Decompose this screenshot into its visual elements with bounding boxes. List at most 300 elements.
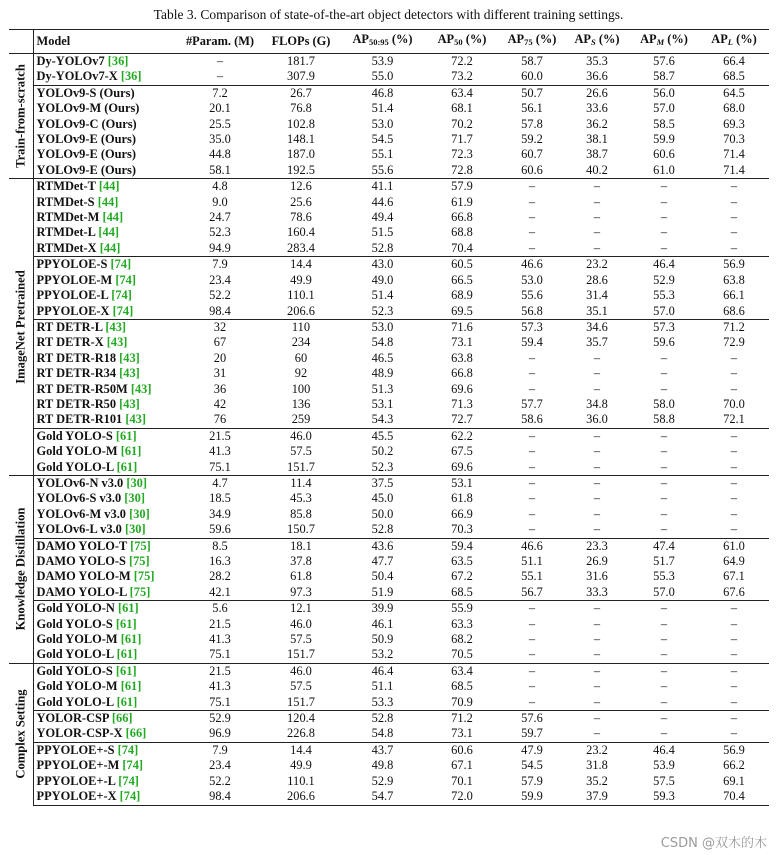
cell-ap5095: 50.9 <box>371 632 394 647</box>
cell-apm: – <box>660 210 668 225</box>
cell-flops: 234 <box>291 335 311 350</box>
cell-ap5095: 37.5 <box>340 475 425 491</box>
cell-aps: – <box>565 711 629 727</box>
citation-link[interactable]: [44] <box>98 225 120 240</box>
cell-apl: 56.9 <box>699 742 769 758</box>
cell-flops: 151.7 <box>287 459 315 474</box>
cell-flops: 110 <box>262 319 340 335</box>
model-name-cell <box>33 288 178 303</box>
cell-ap75: – <box>528 444 536 459</box>
citation-link[interactable]: [74] <box>119 789 141 804</box>
citation-link[interactable]: [44] <box>102 210 124 225</box>
model-name: Dy-YOLOv7 <box>36 54 105 68</box>
cell-params: 25.5 <box>209 116 231 131</box>
cell-ap5095: 45.5 <box>340 428 425 444</box>
citation-link[interactable]: [36] <box>120 69 142 84</box>
model-name-cell <box>33 210 178 225</box>
cell-ap5095: 39.9 <box>340 601 425 617</box>
model-name-cell <box>33 617 178 632</box>
cell-apm: – <box>629 711 699 727</box>
cell-ap75: – <box>499 663 565 679</box>
cell-params: 21.5 <box>178 428 262 444</box>
cell-params: 41.3 <box>209 632 231 647</box>
cell-ap75: 60.0 <box>521 69 543 84</box>
cell-aps: 28.6 <box>586 272 608 287</box>
model-name-cell <box>33 507 178 522</box>
header-ap75: $AP_{75}$ (%) <box>499 30 565 54</box>
cell-apm: – <box>660 444 668 459</box>
citation-link[interactable]: [30] <box>124 491 145 506</box>
section-label: Knowledge Distillation <box>13 508 28 631</box>
cell-params: 94.9 <box>209 240 231 255</box>
model-name: PPYOLOE+-L <box>36 773 116 788</box>
cell-params: 67 <box>213 335 227 350</box>
cell-apm: 58.7 <box>653 69 675 84</box>
cell-ap75: 59.4 <box>521 335 543 350</box>
cell-ap75: 59.9 <box>499 789 565 805</box>
model-name: RT DETR-R50M <box>36 381 128 396</box>
model-name-cell <box>33 647 178 663</box>
model-name: YOLOv6-L v3.0 <box>36 522 122 537</box>
cell-ap50: 53.1 <box>425 475 499 491</box>
table-row <box>9 538 769 554</box>
cell-apm: 58.5 <box>653 116 675 131</box>
cell-ap75: 59.7 <box>521 726 543 741</box>
cell-flops: 11.4 <box>262 475 340 491</box>
cell-apm: 46.4 <box>629 257 699 273</box>
table-row <box>9 397 769 412</box>
cell-ap50: 70.3 <box>451 522 473 537</box>
model-name: PPYOLOE+-X <box>36 789 117 804</box>
cell-ap50: 67.5 <box>451 444 473 459</box>
model-name-cell <box>33 85 178 101</box>
model-name: DAMO YOLO-S <box>36 554 126 568</box>
cell-ap5095: 49.4 <box>371 210 394 225</box>
cell-ap50: 73.1 <box>451 335 473 350</box>
cell-ap75: 46.6 <box>499 538 565 554</box>
model-name: Gold YOLO-N <box>36 601 115 616</box>
model-name: RT DETR-R101 <box>36 412 123 427</box>
header-apm: $AP_M$ (%) <box>629 30 699 54</box>
cell-ap50: 72.3 <box>451 147 473 162</box>
model-name: YOLOv6-M v3.0 <box>36 506 126 521</box>
cell-ap5095: 46.1 <box>371 616 394 631</box>
model-name-cell <box>33 695 178 711</box>
cell-ap50: 63.5 <box>451 554 473 568</box>
cell-aps: 23.3 <box>565 538 629 554</box>
citation-link[interactable]: [61] <box>115 428 137 443</box>
cell-ap75: 46.6 <box>499 257 565 273</box>
cell-ap75: – <box>499 428 565 444</box>
table-caption: Table 3. Comparison of state-of-the-art object detectors with different training settings. <box>153 7 624 22</box>
cell-apl: – <box>699 601 769 617</box>
model-name: RT DETR-R50 <box>36 396 117 411</box>
model-name-cell <box>33 632 178 647</box>
model-name-cell <box>33 711 178 727</box>
model-name-cell <box>33 585 178 601</box>
table-row <box>9 382 769 397</box>
table-row <box>9 663 769 679</box>
cell-apm: – <box>660 679 668 694</box>
cell-ap50: 66.5 <box>451 272 473 287</box>
cell-flops: 110.1 <box>287 288 315 303</box>
citation-link[interactable]: [75] <box>133 569 155 584</box>
cell-apl: 71.4 <box>723 147 745 162</box>
model-name: Gold YOLO-L <box>36 647 114 662</box>
citation-link[interactable]: [66] <box>111 711 133 726</box>
cell-apl: – <box>730 491 738 506</box>
model-name-cell <box>33 304 178 320</box>
table-row <box>9 210 769 225</box>
cell-ap75: – <box>528 522 536 537</box>
cell-apm: 52.9 <box>653 272 675 287</box>
cell-aps: 38.1 <box>586 132 608 147</box>
cell-aps: – <box>593 444 601 459</box>
citation-link[interactable]: [43] <box>119 396 140 411</box>
cell-params: 59.6 <box>209 522 231 537</box>
table-row <box>9 412 769 428</box>
cell-apm: 57.6 <box>629 54 699 70</box>
cell-params: 75.1 <box>209 647 231 662</box>
cell-apm: 60.6 <box>653 147 675 162</box>
citation-link[interactable]: [74] <box>110 257 132 272</box>
model-name-cell <box>33 54 178 70</box>
cell-ap50: 71.7 <box>451 132 473 147</box>
cell-ap5095: 55.0 <box>371 69 394 84</box>
section-label: Complex Setting <box>13 689 28 780</box>
cell-params: 52.3 <box>209 225 231 240</box>
table-body <box>9 54 769 806</box>
header-section-spacer <box>9 30 33 54</box>
cell-apl: – <box>699 428 769 444</box>
citation-link[interactable]: [61] <box>115 663 137 678</box>
cell-ap50: 59.4 <box>425 538 499 554</box>
cell-aps: 36.6 <box>586 69 608 84</box>
cell-params: 96.9 <box>209 726 231 741</box>
citation-link[interactable]: [61] <box>115 616 137 631</box>
cell-ap50: 63.4 <box>425 85 499 101</box>
cell-apm: – <box>660 506 668 521</box>
cell-apl: – <box>730 240 738 255</box>
section-label: Train-from-scratch <box>13 64 28 169</box>
cell-apl: – <box>730 350 738 365</box>
cell-ap5095: 53.1 <box>371 396 394 411</box>
model-name-cell <box>33 241 178 257</box>
cell-ap75: 55.6 <box>521 288 543 303</box>
cell-aps: 36.2 <box>586 116 608 131</box>
citation-link[interactable]: [44] <box>99 240 121 255</box>
header-row <box>9 30 769 54</box>
citation-link[interactable]: [61] <box>116 694 138 709</box>
model-name: RTMDet-M <box>36 210 100 225</box>
cell-aps: 31.6 <box>586 569 608 584</box>
cell-params: 41.3 <box>209 444 231 459</box>
model-name: YOLOv9-E (Ours) <box>36 162 136 177</box>
cell-ap5095: 54.7 <box>340 789 425 805</box>
table-row <box>9 288 769 303</box>
cell-ap50: 67.1 <box>451 758 473 773</box>
citation-link[interactable]: [74] <box>122 758 144 773</box>
model-name: RTMDet-X <box>36 240 97 255</box>
cell-apl: – <box>730 679 738 694</box>
cell-ap75: – <box>528 381 536 396</box>
model-name: YOLOv9-E (Ours) <box>36 132 136 147</box>
cell-ap75: 56.7 <box>521 584 543 599</box>
cell-ap75: 47.9 <box>499 742 565 758</box>
cell-apl: – <box>730 647 738 662</box>
citation-link[interactable]: [61] <box>120 679 142 694</box>
model-name-cell <box>33 774 178 789</box>
table-row <box>9 711 769 727</box>
cell-flops: 110.1 <box>287 773 315 788</box>
table-row <box>9 679 769 694</box>
table-row <box>9 695 769 711</box>
cell-flops: 85.8 <box>290 506 312 521</box>
cell-ap75: 56.8 <box>521 303 543 318</box>
cell-ap5095: 55.6 <box>371 162 394 177</box>
cell-aps: – <box>593 350 601 365</box>
model-name-cell <box>33 225 178 240</box>
cell-ap50: 68.5 <box>451 584 473 599</box>
cell-params: 75.1 <box>209 694 231 709</box>
cell-flops: 46.0 <box>262 428 340 444</box>
cell-apl: – <box>730 381 738 396</box>
cell-ap50: 60.6 <box>425 742 499 758</box>
header-apl: $AP_L$ (%) <box>699 30 769 54</box>
cell-aps: 35.7 <box>586 335 608 350</box>
cell-ap50: 57.9 <box>425 179 499 195</box>
table-row <box>9 319 769 335</box>
cell-ap5095: 52.3 <box>371 303 394 318</box>
cell-params: 21.5 <box>209 616 231 631</box>
model-name-cell <box>33 69 178 85</box>
cell-apm: 58.8 <box>653 412 675 427</box>
cell-apl: 71.2 <box>699 319 769 335</box>
cell-params: 98.4 <box>209 303 231 318</box>
citation-link[interactable]: [36] <box>107 54 129 68</box>
cell-apl: – <box>730 522 738 537</box>
cell-flops: 49.9 <box>290 758 312 773</box>
model-name: DAMO YOLO-L <box>36 584 127 599</box>
cell-aps: – <box>593 225 601 240</box>
model-name-cell <box>33 195 178 210</box>
cell-apm: 57.0 <box>653 303 675 318</box>
cell-apm: – <box>660 647 668 662</box>
table-row <box>9 304 769 320</box>
citation-link[interactable]: [75] <box>130 538 151 553</box>
cell-ap5095: 51.9 <box>371 584 394 599</box>
cell-ap5095: 45.0 <box>371 491 394 506</box>
citation-link[interactable]: [43] <box>106 335 128 350</box>
citation-link[interactable]: [74] <box>118 773 139 788</box>
cell-ap50: 66.8 <box>451 210 473 225</box>
cell-flops: 76.8 <box>290 101 312 116</box>
cell-aps: 34.8 <box>586 396 608 411</box>
cell-apl: – <box>699 711 769 727</box>
citation-link[interactable]: [75] <box>129 584 151 599</box>
citation-link[interactable]: [61] <box>116 647 138 662</box>
cell-apl: – <box>730 694 738 709</box>
citation-link[interactable]: [74] <box>117 742 139 757</box>
cell-params: 7.9 <box>178 257 262 273</box>
citation-link[interactable]: [43] <box>130 381 152 396</box>
citation-link[interactable]: [66] <box>125 726 147 741</box>
cell-apm: 47.4 <box>629 538 699 554</box>
model-name: YOLOv9-C (Ours) <box>36 116 137 131</box>
cell-ap50: 73.2 <box>451 69 473 84</box>
cell-ap5095: 53.3 <box>371 694 394 709</box>
table-row <box>9 163 769 179</box>
cell-params: 9.0 <box>212 194 228 209</box>
cell-aps: 23.2 <box>565 257 629 273</box>
model-name-cell <box>33 601 178 617</box>
cell-aps: 33.3 <box>586 584 608 599</box>
model-name-cell <box>33 789 178 805</box>
cell-apm: 58.0 <box>653 396 675 411</box>
cell-flops: 206.6 <box>287 303 315 318</box>
cell-flops: 151.7 <box>287 647 315 662</box>
cell-ap50: 71.6 <box>425 319 499 335</box>
model-name-cell <box>33 132 178 147</box>
cell-apl: – <box>699 663 769 679</box>
cell-apm: 55.3 <box>653 569 675 584</box>
cell-apl: 71.4 <box>723 162 745 177</box>
cell-params: 28.2 <box>209 569 231 584</box>
table-row <box>9 225 769 240</box>
model-name: YOLOR-CSP-X <box>36 726 123 741</box>
cell-ap50: 70.1 <box>451 773 473 788</box>
cell-ap5095: 50.0 <box>371 506 394 521</box>
model-name: Gold YOLO-S <box>36 428 113 443</box>
cell-ap50: 63.8 <box>451 350 473 365</box>
cell-ap75: – <box>528 694 536 709</box>
citation-link[interactable]: [43] <box>105 319 127 334</box>
cell-ap75: – <box>528 459 536 474</box>
cell-aps: 35.3 <box>565 54 629 70</box>
model-name: YOLOR-CSP <box>36 711 109 726</box>
cell-ap50: 71.3 <box>451 396 473 411</box>
cell-aps: – <box>565 428 629 444</box>
cell-aps: – <box>593 366 601 381</box>
cell-params: 16.3 <box>209 554 231 568</box>
cell-flops: 136 <box>291 396 311 411</box>
table-row <box>9 742 769 758</box>
citation-link[interactable]: [74] <box>111 288 132 303</box>
cell-aps: – <box>565 663 629 679</box>
cell-aps: 26.6 <box>565 85 629 101</box>
cell-ap5095: 41.1 <box>340 179 425 195</box>
cell-ap5095: 52.9 <box>371 773 394 788</box>
cell-flops: 226.8 <box>287 726 315 741</box>
cell-apm: 59.3 <box>629 789 699 805</box>
cell-apm: – <box>660 616 668 631</box>
cell-aps: – <box>593 679 601 694</box>
model-name-cell <box>33 412 178 428</box>
model-name: YOLOv9-S (Ours) <box>36 85 135 100</box>
model-name-cell <box>33 101 178 116</box>
citation-link[interactable]: [30] <box>126 475 148 490</box>
citation-link[interactable]: [61] <box>117 601 139 616</box>
model-name: RT DETR-L <box>36 319 103 334</box>
cell-ap75: 58.6 <box>521 412 543 427</box>
citation-link[interactable]: [61] <box>116 459 138 474</box>
citation-link[interactable]: [44] <box>98 179 120 194</box>
model-name-cell <box>33 382 178 397</box>
cell-apl: 61.0 <box>699 538 769 554</box>
model-name: PPYOLOE-S <box>36 257 108 272</box>
table-row <box>9 774 769 789</box>
cell-aps: – <box>593 381 601 396</box>
citation-link[interactable]: [74] <box>112 303 134 318</box>
citation-link[interactable]: [43] <box>119 366 140 381</box>
cell-ap50: 70.4 <box>451 240 473 255</box>
model-name-cell <box>33 460 178 476</box>
cell-apm: 57.3 <box>629 319 699 335</box>
cell-params: 8.5 <box>178 538 262 554</box>
table-row <box>9 601 769 617</box>
cell-apm: – <box>660 694 668 709</box>
cell-ap5095: 52.8 <box>340 711 425 727</box>
cell-ap50: 63.4 <box>425 663 499 679</box>
cell-ap5095: 54.5 <box>371 132 394 147</box>
cell-ap5095: 53.0 <box>371 116 394 131</box>
cell-flops: 25.6 <box>290 194 312 209</box>
model-name: YOLOv9-M (Ours) <box>36 101 140 116</box>
cell-params: 52.2 <box>209 773 231 788</box>
citation-link[interactable]: [44] <box>97 194 119 209</box>
table-row <box>9 460 769 476</box>
cell-apm: 57.5 <box>653 773 675 788</box>
cell-ap5095: 43.6 <box>340 538 425 554</box>
cell-flops: 37.8 <box>290 554 312 568</box>
header-ap50: $AP_{50}$ (%) <box>425 30 499 54</box>
cell-flops: 46.0 <box>290 616 312 631</box>
table-row <box>9 789 769 805</box>
cell-flops: 102.8 <box>287 116 315 131</box>
cell-flops: 187.0 <box>287 147 315 162</box>
model-name-cell <box>33 475 178 491</box>
table-row <box>9 758 769 773</box>
citation-link[interactable]: [43] <box>119 350 140 365</box>
cell-ap75: 59.2 <box>521 132 543 147</box>
cell-ap5095: 49.0 <box>371 272 394 287</box>
model-name: PPYOLOE-M <box>36 272 113 287</box>
cell-params: – <box>216 69 224 84</box>
cell-apm: – <box>660 381 668 396</box>
citation-link[interactable]: [75] <box>128 554 150 568</box>
citation-link[interactable]: [30] <box>129 506 150 521</box>
model-name: PPYOLOE+-M <box>36 758 120 773</box>
cell-apl: 68.5 <box>723 69 745 84</box>
cell-aps: 31.8 <box>586 758 608 773</box>
cell-apm: 59.9 <box>653 132 675 147</box>
model-name: PPYOLOE-L <box>36 288 109 303</box>
model-name: DAMO YOLO-M <box>36 569 131 584</box>
citation-link[interactable]: [61] <box>120 444 142 459</box>
cell-apm: – <box>629 428 699 444</box>
cell-aps: 37.9 <box>565 789 629 805</box>
citation-link[interactable]: [61] <box>120 632 142 647</box>
cell-ap5095: 54.8 <box>371 335 394 350</box>
cell-aps: – <box>593 616 601 631</box>
model-name: RT DETR-R34 <box>36 366 117 381</box>
citation-link[interactable]: [74] <box>115 272 136 287</box>
citation-link[interactable]: [43] <box>125 412 147 427</box>
cell-ap75: – <box>528 210 536 225</box>
table-row <box>9 366 769 381</box>
citation-link[interactable]: [30] <box>124 522 146 537</box>
cell-aps: – <box>593 491 601 506</box>
